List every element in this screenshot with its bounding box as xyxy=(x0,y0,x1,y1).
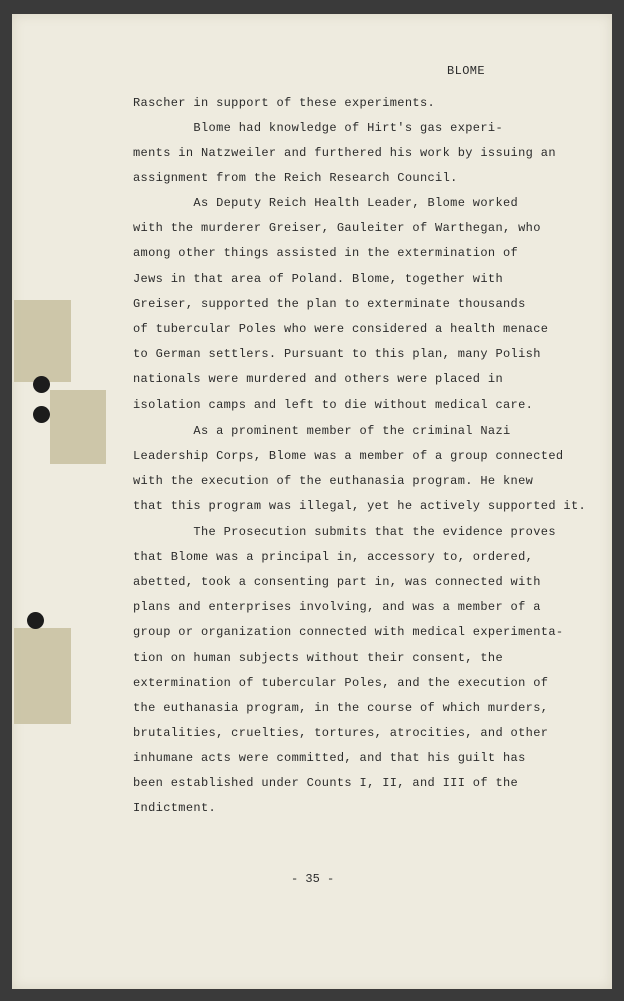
text-line: tion on human subjects without their consent, the xyxy=(133,651,504,665)
text-line: with the execution of the euthanasia program. He knew xyxy=(133,474,534,488)
text-line: that this program was illegal, yet he actively supported it. xyxy=(133,499,587,513)
punch-hole xyxy=(33,406,50,423)
body-text xyxy=(133,0,603,1001)
punch-hole xyxy=(27,612,44,629)
punch-hole xyxy=(33,376,50,393)
text-line: group or organization connected with medical experimenta- xyxy=(133,625,564,639)
text-line: that Blome was a principal in, accessory to, ordered, xyxy=(133,550,534,564)
page-number: - 35 - xyxy=(291,872,335,886)
text-line: inhumane acts were committed, and that his guilt has xyxy=(133,751,526,765)
text-line: to German settlers. Pursuant to this plan, many Polish xyxy=(133,347,541,361)
text-line: abetted, took a consenting part in, was connected with xyxy=(133,575,541,589)
text-line: the euthanasia program, in the course of which murders, xyxy=(133,701,549,715)
text-line: Leadership Corps, Blome was a member of a group connected xyxy=(133,449,564,463)
text-line: extermination of tubercular Poles, and the execution of xyxy=(133,676,549,690)
text-line: among other things assisted in the extermination of xyxy=(133,246,519,260)
page-header-name: BLOME xyxy=(447,64,486,78)
text-line: As Deputy Reich Health Leader, Blome worked xyxy=(133,196,519,210)
text-line: plans and enterprises involving, and was a member of a xyxy=(133,600,541,614)
tape-patch xyxy=(14,300,71,382)
text-line: of tubercular Poles who were considered a health menace xyxy=(133,322,549,336)
text-line: Blome had knowledge of Hirt's gas experi- xyxy=(133,121,504,135)
text-line: isolation camps and left to die without medical care. xyxy=(133,398,534,412)
text-line: been established under Counts I, II, and III of the xyxy=(133,776,519,790)
text-line: Jews in that area of Poland. Blome, together with xyxy=(133,272,504,286)
text-line: ments in Natzweiler and furthered his work by issuing an xyxy=(133,146,556,160)
text-line: nationals were murdered and others were placed in xyxy=(133,372,504,386)
text-line: As a prominent member of the criminal Nazi xyxy=(133,424,511,438)
text-line: Rascher in support of these experiments. xyxy=(133,96,436,110)
tape-patch xyxy=(14,628,71,724)
text-line: Indictment. xyxy=(133,801,217,815)
text-line: Greiser, supported the plan to exterminate thousands xyxy=(133,297,526,311)
text-line: with the murderer Greiser, Gauleiter of Warthegan, who xyxy=(133,221,541,235)
text-line: brutalities, cruelties, tortures, atrocities, and other xyxy=(133,726,549,740)
text-line: assignment from the Reich Research Council. xyxy=(133,171,458,185)
text-line: The Prosecution submits that the evidence proves xyxy=(133,525,556,539)
tape-patch xyxy=(50,390,106,464)
